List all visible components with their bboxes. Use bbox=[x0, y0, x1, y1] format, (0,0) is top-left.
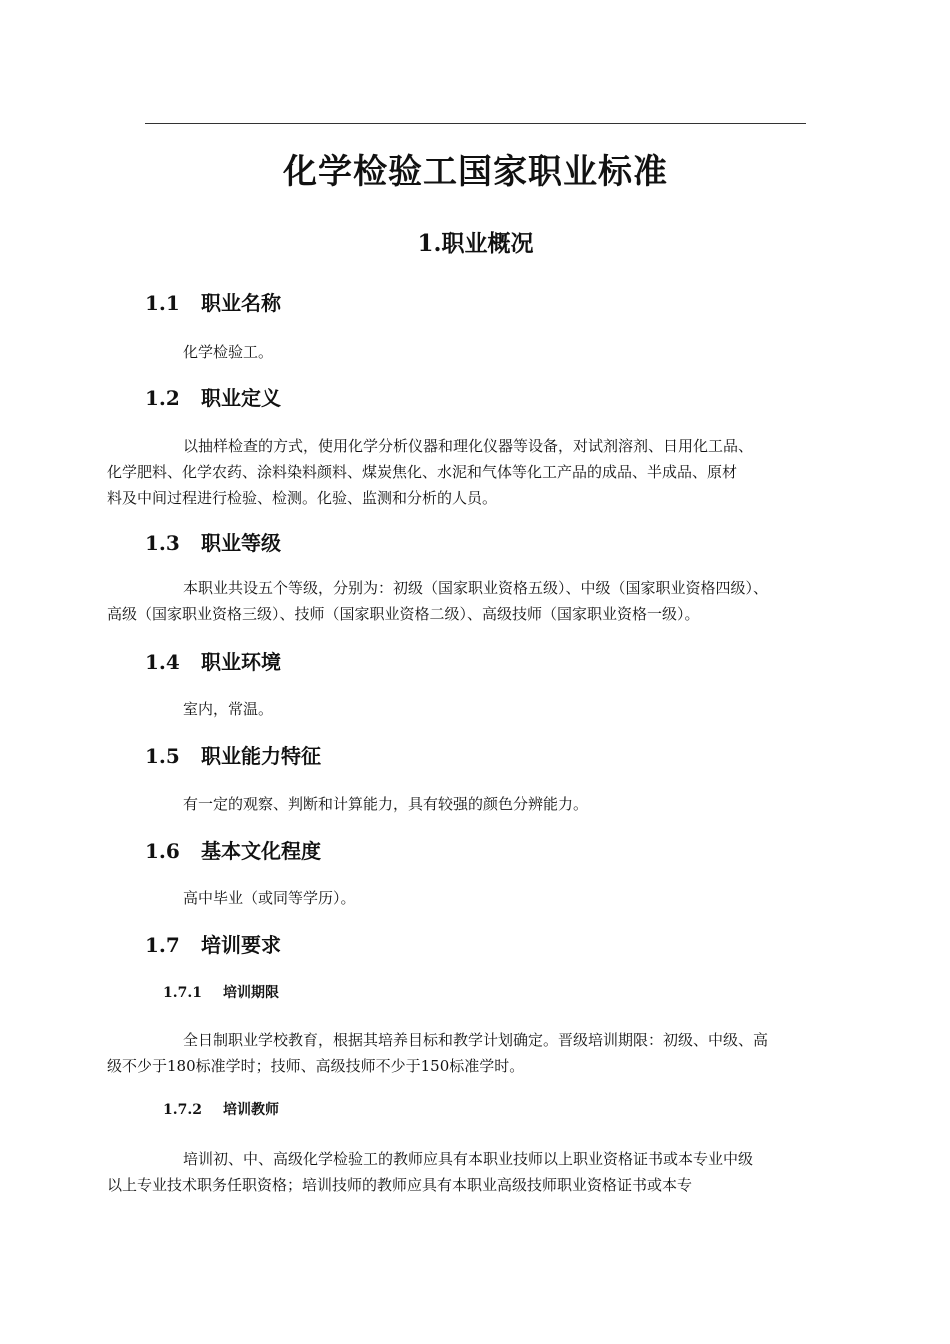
document-title: 化学检验工国家职业标准 bbox=[283, 152, 668, 192]
body-line: 化学肥料、化学农药、涂料染料颜料、煤炭焦化、水泥和气体等化工产品的成品、半成品、原材 bbox=[107, 463, 738, 481]
section-title: 职业能力特征 bbox=[201, 744, 321, 768]
body-line: 料及中间过程进行检验、检测。化验、监测和分析的人员。 bbox=[107, 489, 498, 507]
section-body-1-2 bbox=[107, 433, 806, 511]
section-title: 职业名称 bbox=[201, 291, 281, 315]
body-line: 本职业共设五个等级，分别为：初级（国家职业资格五级）、中级（国家职业资格四级）、 bbox=[183, 579, 769, 597]
section-number: 1.2 bbox=[145, 386, 180, 410]
subsection-number: 1.7.1 bbox=[163, 985, 202, 1001]
body-line: 以上专业技术职务任职资格；培训技师的教师应具有本职业高级技师职业资格证书或本专 bbox=[107, 1176, 693, 1194]
subsection-body-1-7-1 bbox=[107, 1027, 806, 1079]
body-line: 全日制职业学校教育，根据其培养目标和教学计划确定。晋级培训期限：初级、中级、高 bbox=[183, 1031, 769, 1049]
body-line: 有一定的观察、判断和计算能力，具有较强的颜色分辨能力。 bbox=[183, 795, 589, 813]
subsection-heading-1-7-1 bbox=[163, 982, 803, 1004]
section-heading-1-5 bbox=[145, 741, 806, 771]
section-body-1-5 bbox=[145, 791, 806, 817]
header-rule bbox=[145, 123, 806, 124]
body-line: 级不少于180标准学时；技师、高级技师不少于150标准学时。 bbox=[107, 1057, 525, 1075]
subsection-heading-1-7-2 bbox=[163, 1099, 803, 1121]
section-heading-1-1 bbox=[145, 288, 806, 318]
section-number: 1.1 bbox=[145, 291, 180, 315]
body-line: 高级（国家职业资格三级）、技师（国家职业资格二级）、高级技师（国家职业资格一级）。 bbox=[107, 605, 700, 623]
subsection-title: 培训期限 bbox=[223, 985, 279, 1001]
section-number: 1.6 bbox=[145, 839, 180, 863]
body-line: 化学检验工。 bbox=[183, 343, 274, 361]
body-line: 室内，常温。 bbox=[183, 700, 274, 718]
section-body-1-4 bbox=[145, 696, 806, 722]
section-number: 1.7 bbox=[145, 933, 180, 957]
section-number: 1.5 bbox=[145, 744, 180, 768]
section-heading-1-7 bbox=[145, 930, 806, 960]
chapter-title: 1.职业概况 bbox=[417, 230, 534, 257]
section-heading-1-2 bbox=[145, 383, 806, 413]
section-title: 基本文化程度 bbox=[201, 839, 321, 863]
section-heading-1-4 bbox=[145, 647, 806, 677]
body-line: 培训初、中、高级化学检验工的教师应具有本职业技师以上职业资格证书或本专业中级 bbox=[183, 1150, 754, 1168]
section-body-1-3 bbox=[107, 575, 806, 627]
section-number: 1.4 bbox=[145, 650, 180, 674]
subsection-title: 培训教师 bbox=[223, 1102, 279, 1118]
section-title: 培训要求 bbox=[201, 933, 281, 957]
subsection-number: 1.7.2 bbox=[163, 1102, 202, 1118]
section-body-1-1 bbox=[145, 339, 806, 365]
body-line: 高中毕业（或同等学历）。 bbox=[183, 889, 356, 907]
section-heading-1-3 bbox=[145, 528, 806, 558]
section-number: 1.3 bbox=[145, 531, 180, 555]
section-heading-1-6 bbox=[145, 836, 806, 866]
section-title: 职业定义 bbox=[201, 386, 281, 410]
body-line: 以抽样检查的方式，使用化学分析仪器和理化仪器等设备，对试剂溶剂、日用化工品、 bbox=[183, 437, 754, 455]
section-title: 职业环境 bbox=[201, 650, 281, 674]
section-title: 职业等级 bbox=[201, 531, 281, 555]
subsection-body-1-7-2 bbox=[107, 1146, 806, 1198]
section-body-1-6 bbox=[145, 885, 806, 911]
